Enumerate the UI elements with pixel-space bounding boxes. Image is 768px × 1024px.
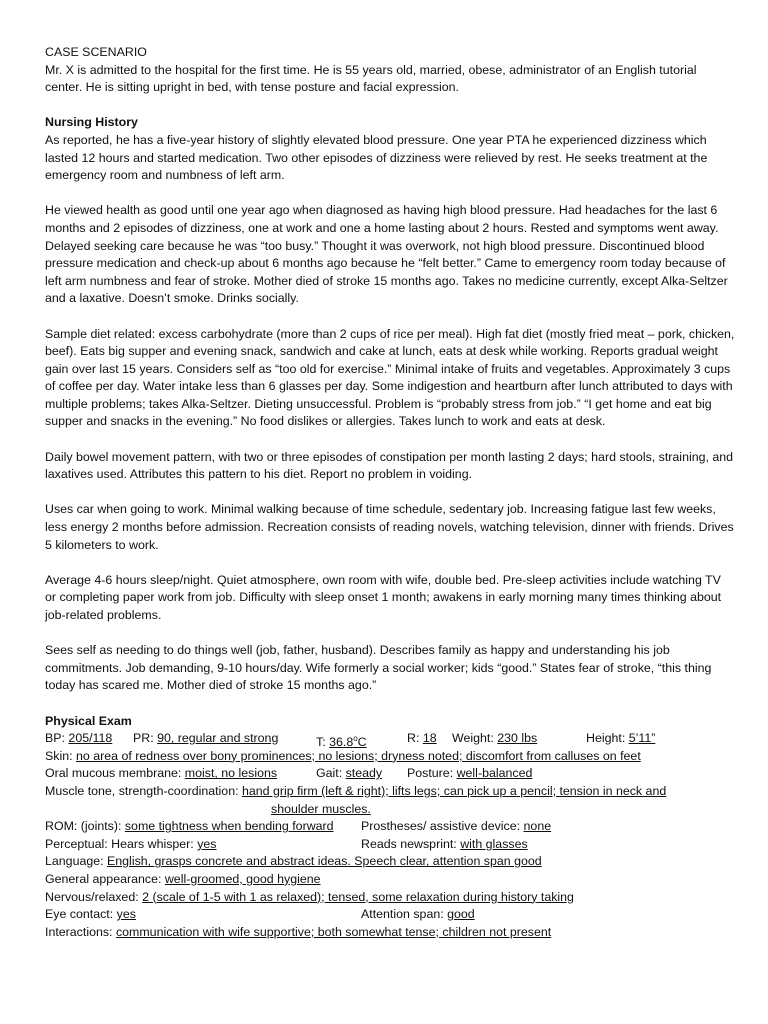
nervous-value: 2 (scale of 1-5 with 1 as relaxed); tensed, some relaxation during history taking [142, 889, 574, 904]
muscle-value: hand grip firm (left & right); lifts legs; can pick up a pencil; tension in neck and [241, 783, 667, 798]
nervous-line: Nervous/relaxed: 2 (scale of 1-5 with 1 as relaxed); tensed, some relaxation during history taking [45, 889, 574, 904]
case-heading: CASE SCENARIO [45, 45, 147, 59]
vitals-row [45, 730, 735, 748]
history-paragraph-6: Average 4-6 hours sleep/night. Quiet atmosphere, own room with wife, double bed. Pre-sleep activities include watching TV or completing paper work from job. Difficulty with sleep onset 1 month; awakens in early morning many times thinking about job-related problems. [45, 572, 722, 622]
history-paragraph-1: As reported, he has a five-year history of slightly elevated blood pressure. One year PTA he experienced dizziness which lasted 12 hours and started medication. Two other episodes of dizziness were relieved by rest. He seeks treatment at the emergency room and numbness of left arm. [45, 132, 708, 183]
physical-exam-heading: Physical Exam [45, 713, 132, 728]
muscle-line-cont: shoulder muscles. [271, 801, 371, 816]
prosthesis-value: none [523, 819, 552, 834]
hears-whisper-value: yes [197, 836, 217, 851]
oral-value: moist, no lesions [184, 766, 278, 781]
history-paragraph-5: Uses car when going to work. Minimal walking because of time schedule, sedentary job. Increasing fatigue last few weeks, less energy 2 months before admission. Recreation consists of reading novels, watching television, dinner with friends. Drives 5 kilometers to work. [45, 502, 734, 552]
posture-value: well-balanced [456, 766, 533, 781]
skin-line: Skin: no area of redness over bony prominences; no lesions; dryness noted; discomfort from calluses on feet [45, 748, 641, 763]
weight-value: 230 lbs [497, 731, 538, 746]
perceptual-row: Perceptual: Hears whisper: yes Reads newsprint: with glasses [45, 836, 528, 851]
eye-contact-row: Eye contact: yes Attention span: good [45, 907, 475, 922]
temp-field: T: 36.8$^o$C [316, 734, 367, 750]
eye-contact-value: yes [116, 907, 136, 922]
skin-value: no area of redness over bony prominences; no lesions; dryness noted; discomfort from calluses on feet [76, 748, 641, 763]
oral-row: Oral mucous membrane: moist, no lesions Gait: steady Posture: well-balanced [45, 766, 533, 781]
attention-span-value: good [447, 907, 475, 922]
history-paragraph-3: Sample diet related: excess carbohydrate (more than 2 cups of rice per meal). High fat diet (mostly fried meat – pork, chicken, beef). Eats big supper and evening snack, sandwich and cake at lunch, eats at desk while working. Reports gradual weight gain over last 15 years. Considers self as “too old for exercise.” Minimal intake of fruits and vegetables. Approximately 3 cups of coffee per day. Water intake less than 6 glasses per day. Some indigestion and heartburn after lunch attributed to days with multiple problems; takes Alka-Seltzer. Dieting unsuccessful. Problem is “probably stress from job.” “I get home and eat big supper and snacks in the evening.” No food dislikes or allergies. Takes lunch to work and eats at desk. [45, 326, 735, 429]
resp-field: R: 18 [407, 731, 437, 746]
history-paragraph-4: Daily bowel movement pattern, with two or three episodes of constipation per month lasting 2 days; hard stools, straining, and laxatives used. Attributes this pattern to his diet. Report no problem in voiding. [45, 449, 734, 482]
muscle-line: Muscle tone, strength-coordination: hand grip firm (left & right); lifts legs; can pick up a pencil; tension in neck and [45, 783, 667, 798]
interactions-line: Interactions: communication with wife supportive; both somewhat tense; children not present [45, 924, 552, 939]
nursing-history-heading: Nursing History [45, 115, 138, 130]
interactions-value: communication with wife supportive; both somewhat tense; children not present [115, 924, 552, 939]
rom-value: some tightness when bending forward [124, 819, 334, 834]
history-paragraph-2: He viewed health as good until one year ago when diagnosed as having high blood pressure. Had headaches for the last 6 months and 2 episodes of dizziness, one at work and one a home lasting about 2 hours. Rested and symptoms went away. Delayed seeking care because he was “too busy.” Thought it was overwork, not high blood pressure. Discontinued blood pressure medication and check-up about 6 months ago because he “felt better.” Came to emergency room today because of left arm numbness and fear of stroke. Mother died of stroke 15 months ago. Takes no medicine currently, except Alka-Seltzer and a laxative. Doesn’t smoke. Drinks socially. [45, 203, 728, 306]
document [45, 44, 735, 941]
gait-value: steady [345, 766, 383, 781]
appearance-value: well-groomed, good hygiene [164, 871, 321, 886]
temp-value: 36.8$^o$C [329, 734, 367, 750]
case-intro: Mr. X is admitted to the hospital for the first time. He is 55 years old, married, obese, administrator of an English tutorial center. He is sitting upright in bed, with tense posture and facial expression. [45, 62, 697, 95]
reads-newsprint-value: with glasses [460, 836, 528, 851]
language-value: English, grasps concrete and abstract ideas. Speech clear, attention span good [107, 854, 542, 869]
bp-field: BP: 205/118 [45, 731, 113, 746]
height-field: Height: 5’11” [586, 731, 656, 746]
pr-field: PR: 90, regular and strong [133, 731, 279, 746]
appearance-line: General appearance: well-groomed, good hygiene [45, 871, 321, 886]
height-value: 5’11” [628, 731, 656, 746]
pr-value: 90, regular and strong [157, 731, 279, 746]
resp-value: 18 [422, 731, 437, 746]
language-line: Language: English, grasps concrete and abstract ideas. Speech clear, attention span good [45, 854, 542, 869]
rom-row: ROM: (joints): some tightness when bending forward Prostheses/ assistive device: none [45, 819, 552, 834]
weight-field: Weight: 230 lbs [452, 731, 538, 746]
bp-value: 205/118 [68, 731, 113, 746]
history-paragraph-7: Sees self as needing to do things well (job, father, husband). Describes family as happy and understanding his job commitments. Job demanding, 9-10 hours/day. Wife formerly a social worker; kids “good.” States fear of stroke, “this thing today has scared me. Mother died of stroke 15 months ago.” [45, 643, 712, 693]
